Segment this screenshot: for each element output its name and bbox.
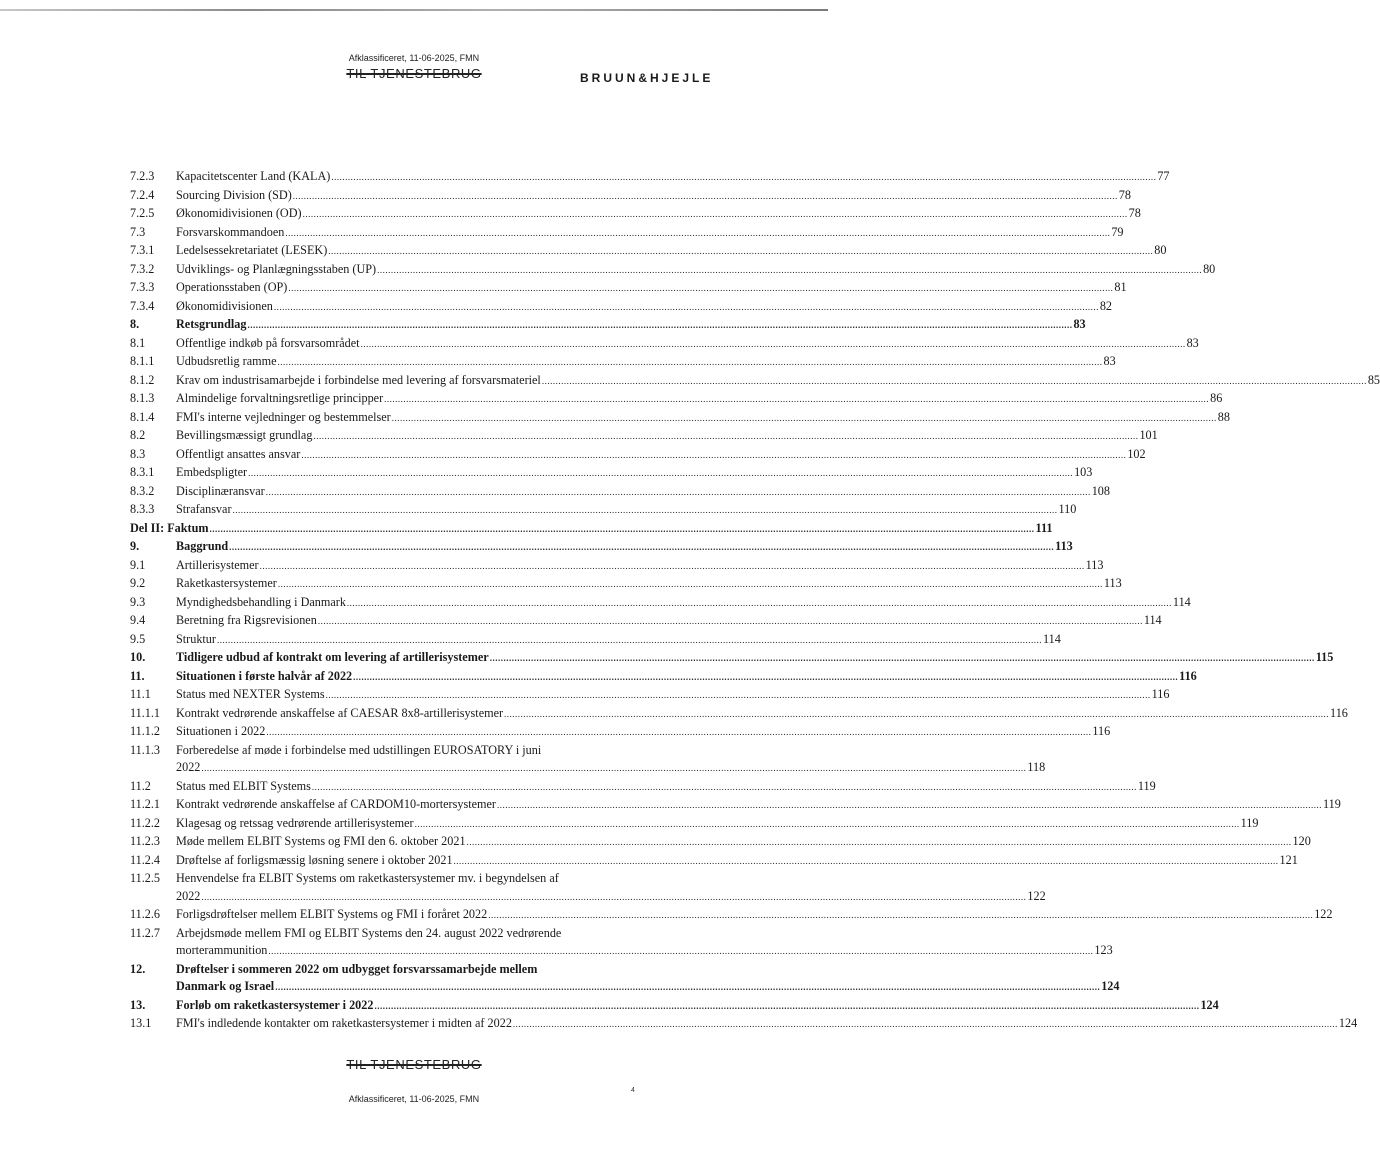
toc-entry [130,1015,1358,1034]
toc-leader-dots: ............................................................................................................................................................................................................................................................................................................ [489,653,1315,663]
toc-entry-page: 80 [1203,261,1216,276]
toc-leader-dots: ............................................................................................................................................................................................................................................................................................................ [377,264,1203,275]
toc-entry-page: 124 [1101,979,1120,993]
toc-entry-title: Kontrakt vedrørende anskaffelse af CAESAR 8x8-artillerisystemer [176,705,504,720]
toc-entry-page: 122 [1027,888,1046,903]
toc-leader-dots: ............................................................................................................................................................................................................................................................................................................ [292,190,1118,201]
toc-entry-body [176,409,1230,428]
toc-leader-dots: ............................................................................................................................................................................................................................................................................................................ [277,357,1103,367]
toc-entry-page: 114 [1042,631,1061,646]
toc-entry-title: Situationen i 2022 [176,724,266,738]
toc-entry-title: Offentlige indkøb på forsvarsområdet [176,335,360,350]
toc-leader-dots: ............................................................................................................................................................................................................................................................................................................ [414,818,1240,829]
toc-entry-number: 7.3.2 [130,261,155,276]
toc-entry-body [176,205,1141,224]
toc-entry-page: 83 [1186,335,1199,350]
toc-leader-dots: ............................................................................................................................................................................................................................................................................................................ [384,394,1210,404]
toc-entry-body [176,279,1127,298]
toc-entry-body [176,631,1061,650]
toc-entry-title: Udviklings- og Planlægningsstaben (UP) [176,261,377,276]
toc-entry-title: Strafansvar [176,502,232,516]
toc-leader-dots: ............................................................................................................................................................................................................................................................................................................ [374,1000,1200,1011]
toc-entry-page: 114 [1143,613,1162,627]
firm-logo: BRUUN&HJEJLE [580,71,714,85]
toc-entry-body [176,427,1158,446]
toc-entry-body [176,168,1170,187]
toc-leader-dots: ............................................................................................................................................................................................................................................................................................................ [488,910,1314,920]
toc-entry-body [176,723,1111,742]
toc-entry [130,446,1146,465]
toc-entry-page: 78 [1128,206,1141,220]
toc-entry-number: 13.1 [130,1016,152,1030]
toc-entry-page: 119 [1322,797,1341,811]
toc-entry-body [176,686,1170,705]
toc-entry-title: Operationsstaben (OP) [176,280,288,294]
toc-entry-number: 11.2.4 [130,852,161,867]
toc-leader-dots: ............................................................................................................................................................................................................................................................................................................ [259,560,1085,571]
toc-entry-title: Struktur [176,631,216,646]
toc-entry-page: 120 [1292,834,1311,848]
toc-entry [130,997,1219,1016]
table-of-contents [130,168,1380,1034]
toc-leader-dots: ............................................................................................................................................................................................................................................................................................................ [301,449,1127,460]
toc-entry-title: Baggrund [176,539,229,553]
toc-entry [130,427,1158,446]
toc-entry-title: Forsvarskommandoen [176,224,285,239]
toc-leader-dots: ............................................................................................................................................................................................................................................................................................................ [311,781,1137,792]
toc-entry-title-line2: morterammunition [176,943,268,957]
toc-leader-dots: ............................................................................................................................................................................................................................................................................................................ [288,283,1114,293]
toc-entry-body [176,335,1199,354]
toc-entry-body [176,298,1113,317]
toc-entry-title: Økonomidivisionen (OD) [176,206,302,220]
toc-entry [130,686,1170,705]
toc-entry-title: Kapacitetscenter Land (KALA) [176,169,331,183]
toc-leader-dots: ............................................................................................................................................................................................................................................................................................................ [313,431,1139,441]
toc-leader-dots: ............................................................................................................................................................................................................................................................................................................ [229,542,1055,552]
toc-entry-page: 110 [1058,502,1077,516]
toc-entry-page: 85 [1367,372,1380,387]
toc-entry [130,501,1077,520]
toc-entry [130,353,1116,372]
toc-entry-title: Tidligere udbud af kontrakt om levering af artillerisystemer [176,650,489,664]
toc-entry [130,594,1191,613]
toc-entry [130,631,1061,650]
toc-entry-page: 121 [1279,852,1298,867]
toc-entry-page: 83 [1073,317,1086,331]
toc-entry-body [176,390,1223,409]
toc-leader-dots: ............................................................................................................................................................................................................................................................................................................ [353,671,1179,682]
toc-entry-number: 12. [130,961,146,976]
toc-leader-dots: ............................................................................................................................................................................................................................................................................................................ [201,763,1027,773]
toc-entry-number: 7.2.4 [130,187,155,202]
toc-entry-body [176,557,1104,576]
toc-entry-page: 124 [1338,1016,1358,1030]
toc-entry-body [176,594,1191,613]
toc-entry-number: 11.1 [130,687,151,701]
toc-entry-title: Møde mellem ELBIT Systems og FMI den 6. oktober 2021 [176,834,466,848]
toc-entry-number: 8.3.1 [130,465,155,479]
toc-entry-number: 11.2.1 [130,797,161,811]
toc-entry-page: 116 [1092,724,1111,738]
toc-leader-dots: ............................................................................................................................................................................................................................................................................................................ [265,486,1091,497]
toc-entry-number: 7.2.3 [130,169,155,183]
toc-entry [130,520,1053,539]
toc-entry-page: 82 [1099,298,1113,313]
toc-leader-dots: ............................................................................................................................................................................................................................................................................................................ [512,1019,1338,1029]
toc-entry-page: 81 [1114,280,1127,294]
toc-entry-title: Del II: Faktum [130,520,209,535]
toc-entry-page: 77 [1157,169,1170,183]
toc-entry-page: 119 [1137,778,1156,793]
toc-entry-page: 124 [1200,997,1219,1012]
classification-footer: TIL TJENESTEBRUG [346,1057,482,1072]
toc-entry-number: 11.2.6 [130,907,161,921]
toc-entry-page: 122 [1314,907,1333,921]
toc-entry [130,187,1131,206]
toc-entry-title: Situationen i første halvår af 2022 [176,668,353,683]
toc-leader-dots: ............................................................................................................................................................................................................................................................................................................ [248,468,1074,478]
toc-entry [130,833,1311,852]
toc-entry-title: FMI's interne vejledninger og bestemmelser [176,409,391,424]
toc-entry-body [176,187,1131,206]
toc-entry-page: 113 [1085,557,1104,572]
toc-entry-body [176,649,1334,668]
toc-entry-page: 86 [1210,391,1223,405]
toc-entry-number: 8.1.1 [130,354,155,368]
toc-entry [130,242,1167,261]
toc-entry-title: Forløb om raketkastersystemer i 2022 [176,997,374,1012]
toc-leader-dots: ............................................................................................................................................................................................................................................................................................................ [504,708,1330,719]
toc-entry-number: 8.1.2 [130,372,155,387]
toc-entry [130,925,1113,961]
toc-entry [130,723,1111,742]
toc-entry-page: 79 [1111,224,1124,239]
toc-entry-title: Forberedelse af møde i forbindelse med udstillingen EUROSATORY i juni [176,742,542,757]
toc-entry [130,906,1333,925]
toc-entry-body [176,538,1073,557]
toc-entry-number: 8.3 [130,446,146,461]
page-number: 4 [631,1087,635,1094]
toc-entry-page: 118 [1027,760,1046,774]
toc-entry-title: Embedspligter [176,465,248,479]
toc-leader-dots: ............................................................................................................................................................................................................................................................................................................ [391,412,1217,423]
toc-entry-page: 113 [1055,539,1073,553]
toc-entry-title: Drøftelser i sommeren 2022 om udbygget forsvarssamarbejde mellem [176,961,538,976]
toc-leader-dots: ............................................................................................................................................................................................................................................................................................................ [216,634,1042,645]
toc-entry-title: Myndighedsbehandling i Danmark [176,594,346,609]
toc-leader-dots: ............................................................................................................................................................................................................................................................................................................ [247,320,1073,330]
toc-entry-number: 9.4 [130,613,146,627]
toc-entry-title: Beretning fra Rigsrevisionen [176,613,317,627]
toc-leader-dots: ............................................................................................................................................................................................................................................................................................................ [541,375,1367,386]
toc-entry-body [176,778,1156,797]
toc-leader-dots: ............................................................................................................................................................................................................................................................................................................ [302,209,1128,219]
toc-entry-title: Status med ELBIT Systems [176,778,311,793]
toc-entry [130,168,1170,187]
toc-entry-body [176,242,1167,261]
toc-entry-title: Kontrakt vedrørende anskaffelse af CARDOM10-mortersystemer [176,797,496,811]
toc-entry-title: Status med NEXTER Systems [176,687,325,701]
toc-entry-body [176,705,1348,724]
toc-entry [130,649,1334,668]
toc-entry-page: 113 [1103,576,1122,590]
toc-entry [130,205,1141,224]
toc-entry [130,742,1046,778]
toc-entry-number: 11.1.1 [130,705,161,720]
toc-entry-title: Artillerisystemer [176,557,259,572]
toc-entry-body [176,815,1259,834]
toc-entry-title-line2: Danmark og Israel [176,979,275,993]
toc-entry-number: 9.2 [130,576,146,590]
toc-entry-title: Bevillingsmæssigt grundlag [176,428,313,442]
toc-entry [130,224,1124,243]
toc-entry-title: Arbejdsmøde mellem FMI og ELBIT Systems den 24. august 2022 vedrørende [176,925,562,940]
toc-entry-title-continuation [176,888,1046,907]
toc-entry-title: Ledelsessekretariatet (LESEK) [176,243,328,257]
toc-entry-number: 8.2 [130,428,146,442]
toc-entry-page: 123 [1094,943,1113,957]
toc-leader-dots: ............................................................................................................................................................................................................................................................................................................ [317,616,1143,626]
toc-entry-page: 111 [1035,520,1053,535]
toc-entry-number: 8.1.3 [130,391,155,405]
toc-entry-page: 78 [1118,187,1131,202]
toc-entry-number: 7.3.3 [130,280,155,294]
toc-leader-dots: ............................................................................................................................................................................................................................................................................................................ [232,505,1058,515]
toc-entry-body [176,1015,1358,1034]
toc-entry-page: 83 [1103,354,1116,368]
toc-entry [130,298,1113,317]
toc-entry-page: 116 [1151,687,1170,701]
toc-entry-page: 114 [1172,594,1191,609]
scan-edge-line [0,9,828,11]
toc-entry-number: 8.1.4 [130,409,155,424]
toc-entry [130,870,1046,906]
toc-entry-title: Forligsdrøftelser mellem ELBIT Systems og FMI i foråret 2022 [176,907,488,921]
toc-leader-dots: ............................................................................................................................................................................................................................................................................................................ [346,597,1172,608]
toc-entry-body [176,464,1093,483]
toc-entry-body [176,575,1122,594]
toc-leader-dots: ............................................................................................................................................................................................................................................................................................................ [266,727,1092,737]
toc-entry-title-continuation [176,759,1046,778]
toc-entry-page: 116 [1179,668,1197,683]
toc-entry-title: Offentligt ansattes ansvar [176,446,301,461]
toc-entry-number: 7.3 [130,224,146,239]
toc-leader-dots: ............................................................................................................................................................................................................................................................................................................ [273,301,1099,312]
declassified-stamp-bottom: Afklassificeret, 11-06-2025, FMN [348,1094,480,1104]
toc-entry-body [176,446,1146,465]
toc-leader-dots: ............................................................................................................................................................................................................................................................................................................ [328,246,1154,256]
toc-entry-number: 11.2.7 [130,925,161,940]
toc-leader-dots: ............................................................................................................................................................................................................................................................................................................ [201,891,1027,902]
toc-entry-title-continuation [176,978,1120,997]
toc-entry-body [176,796,1341,815]
toc-entry [130,372,1380,391]
toc-entry-number: 9.3 [130,594,146,609]
toc-entry-body [176,372,1380,391]
toc-entry [130,538,1073,557]
toc-entry-title: FMI's indledende kontakter om raketkastersystemer i midten af 2022 [176,1016,512,1030]
toc-entry-number: 11.2 [130,778,151,793]
toc-entry-page: 108 [1091,483,1110,498]
toc-entry-number: 7.3.1 [130,243,155,257]
toc-entry-body [176,742,1046,778]
toc-entry [130,279,1127,298]
toc-entry-page: 116 [1330,705,1348,720]
toc-entry-body [176,261,1216,280]
toc-entry-number: 13. [130,997,146,1012]
toc-entry [130,409,1230,428]
toc-entry [130,852,1298,871]
toc-entry-body [176,668,1197,687]
toc-entry-page: 115 [1315,650,1334,664]
toc-entry [130,335,1199,354]
toc-entry-title: Økonomidivisionen [176,298,273,313]
toc-entry-title: Almindelige forvaltningsretlige principper [176,391,384,405]
toc-entry-body [176,612,1162,631]
toc-entry-body [176,997,1219,1016]
toc-entry-title-line2: 2022 [176,760,201,774]
toc-entry [130,261,1216,280]
toc-entry-body [176,925,1113,961]
toc-entry [130,668,1197,687]
toc-entry-number: 11.2.3 [130,834,161,848]
toc-entry-title: Udbudsretlig ramme [176,354,277,368]
toc-entry [130,557,1104,576]
toc-entry-body [176,353,1116,372]
toc-entry-number: 11.1.3 [130,742,161,757]
toc-entry [130,575,1122,594]
toc-entry-number: 9. [130,539,140,553]
toc-entry-number: 11. [130,668,145,683]
toc-entry-number: 11.1.2 [130,724,161,738]
toc-entry-number: 9.1 [130,557,146,572]
declassified-stamp-top: Afklassificeret, 11-06-2025, FMN [348,53,480,63]
toc-entry-title: Retsgrundlag [176,317,247,331]
toc-entry [130,796,1341,815]
toc-entry-page: 102 [1127,446,1146,461]
toc-leader-dots: ............................................................................................................................................................................................................................................................................................................ [285,227,1111,238]
toc-entry-page: 88 [1217,409,1230,424]
toc-entry-number: 11.2.5 [130,871,161,885]
toc-leader-dots: ............................................................................................................................................................................................................................................................................................................ [277,579,1103,589]
toc-entry-title: Disciplinæransvar [176,483,265,498]
toc-entry [130,390,1223,409]
toc-entry-number: 10. [130,650,146,664]
toc-entry [130,464,1093,483]
toc-entry-body [176,870,1046,906]
toc-entry-body [176,224,1124,243]
toc-entry-number: 8.3.2 [130,483,155,498]
toc-entry-title: Klagesag og retssag vedrørende artillerisystemer [176,815,414,830]
toc-entry-number: 7.3.4 [130,298,155,313]
toc-entry-body [176,316,1086,335]
toc-entry [130,815,1259,834]
toc-entry-number: 11.2.2 [130,815,161,830]
toc-entry-page: 103 [1074,465,1093,479]
toc-entry-body [176,906,1333,925]
toc-leader-dots: ............................................................................................................................................................................................................................................................................................................ [466,837,1292,847]
toc-entry [130,778,1156,797]
toc-entry [130,612,1162,631]
toc-leader-dots: ............................................................................................................................................................................................................................................................................................................ [453,855,1279,866]
toc-entry-title: Sourcing Division (SD) [176,187,292,202]
toc-entry-number: 8.1 [130,335,146,350]
toc-entry-number: 8. [130,317,140,331]
toc-leader-dots: ............................................................................................................................................................................................................................................................................................................ [275,982,1101,992]
toc-entry-title: Henvendelse fra ELBIT Systems om raketkastersystemer mv. i begyndelsen af [176,871,559,885]
toc-entry-number: 7.2.5 [130,206,155,220]
toc-entry [130,483,1110,502]
toc-entry-title: Krav om industrisamarbejde i forbindelse med levering af forsvarsmateriel [176,372,541,387]
toc-leader-dots: ............................................................................................................................................................................................................................................................................................................ [325,690,1151,700]
toc-entry-number: 9.5 [130,631,146,646]
toc-leader-dots: ............................................................................................................................................................................................................................................................................................................ [496,800,1322,810]
toc-entry-title: Raketkastersystemer [176,576,277,590]
toc-entry-title: Drøftelse af forligsmæssig løsning senere i oktober 2021 [176,852,453,867]
toc-entry [130,961,1120,997]
toc-entry-body [176,852,1298,871]
toc-entry-body [176,501,1077,520]
toc-entry-title-continuation [176,942,1113,961]
classification-header: TIL TJENESTEBRUG [346,66,482,81]
toc-entry-body [176,483,1110,502]
toc-entry-body [130,520,1053,539]
toc-entry-page: 101 [1139,428,1158,442]
toc-entry-title-line2: 2022 [176,888,201,903]
toc-entry-number: 8.3.3 [130,502,155,516]
toc-entry-body [176,961,1120,997]
toc-entry-page: 80 [1154,243,1167,257]
toc-entry [130,705,1348,724]
toc-leader-dots: ............................................................................................................................................................................................................................................................................................................ [331,172,1157,182]
toc-entry-body [176,833,1311,852]
toc-leader-dots: ............................................................................................................................................................................................................................................................................................................ [360,338,1186,349]
toc-entry-page: 119 [1240,815,1259,830]
toc-leader-dots: ............................................................................................................................................................................................................................................................................................................ [268,946,1094,956]
toc-entry [130,316,1086,335]
toc-leader-dots: ............................................................................................................................................................................................................................................................................................................ [209,523,1035,534]
